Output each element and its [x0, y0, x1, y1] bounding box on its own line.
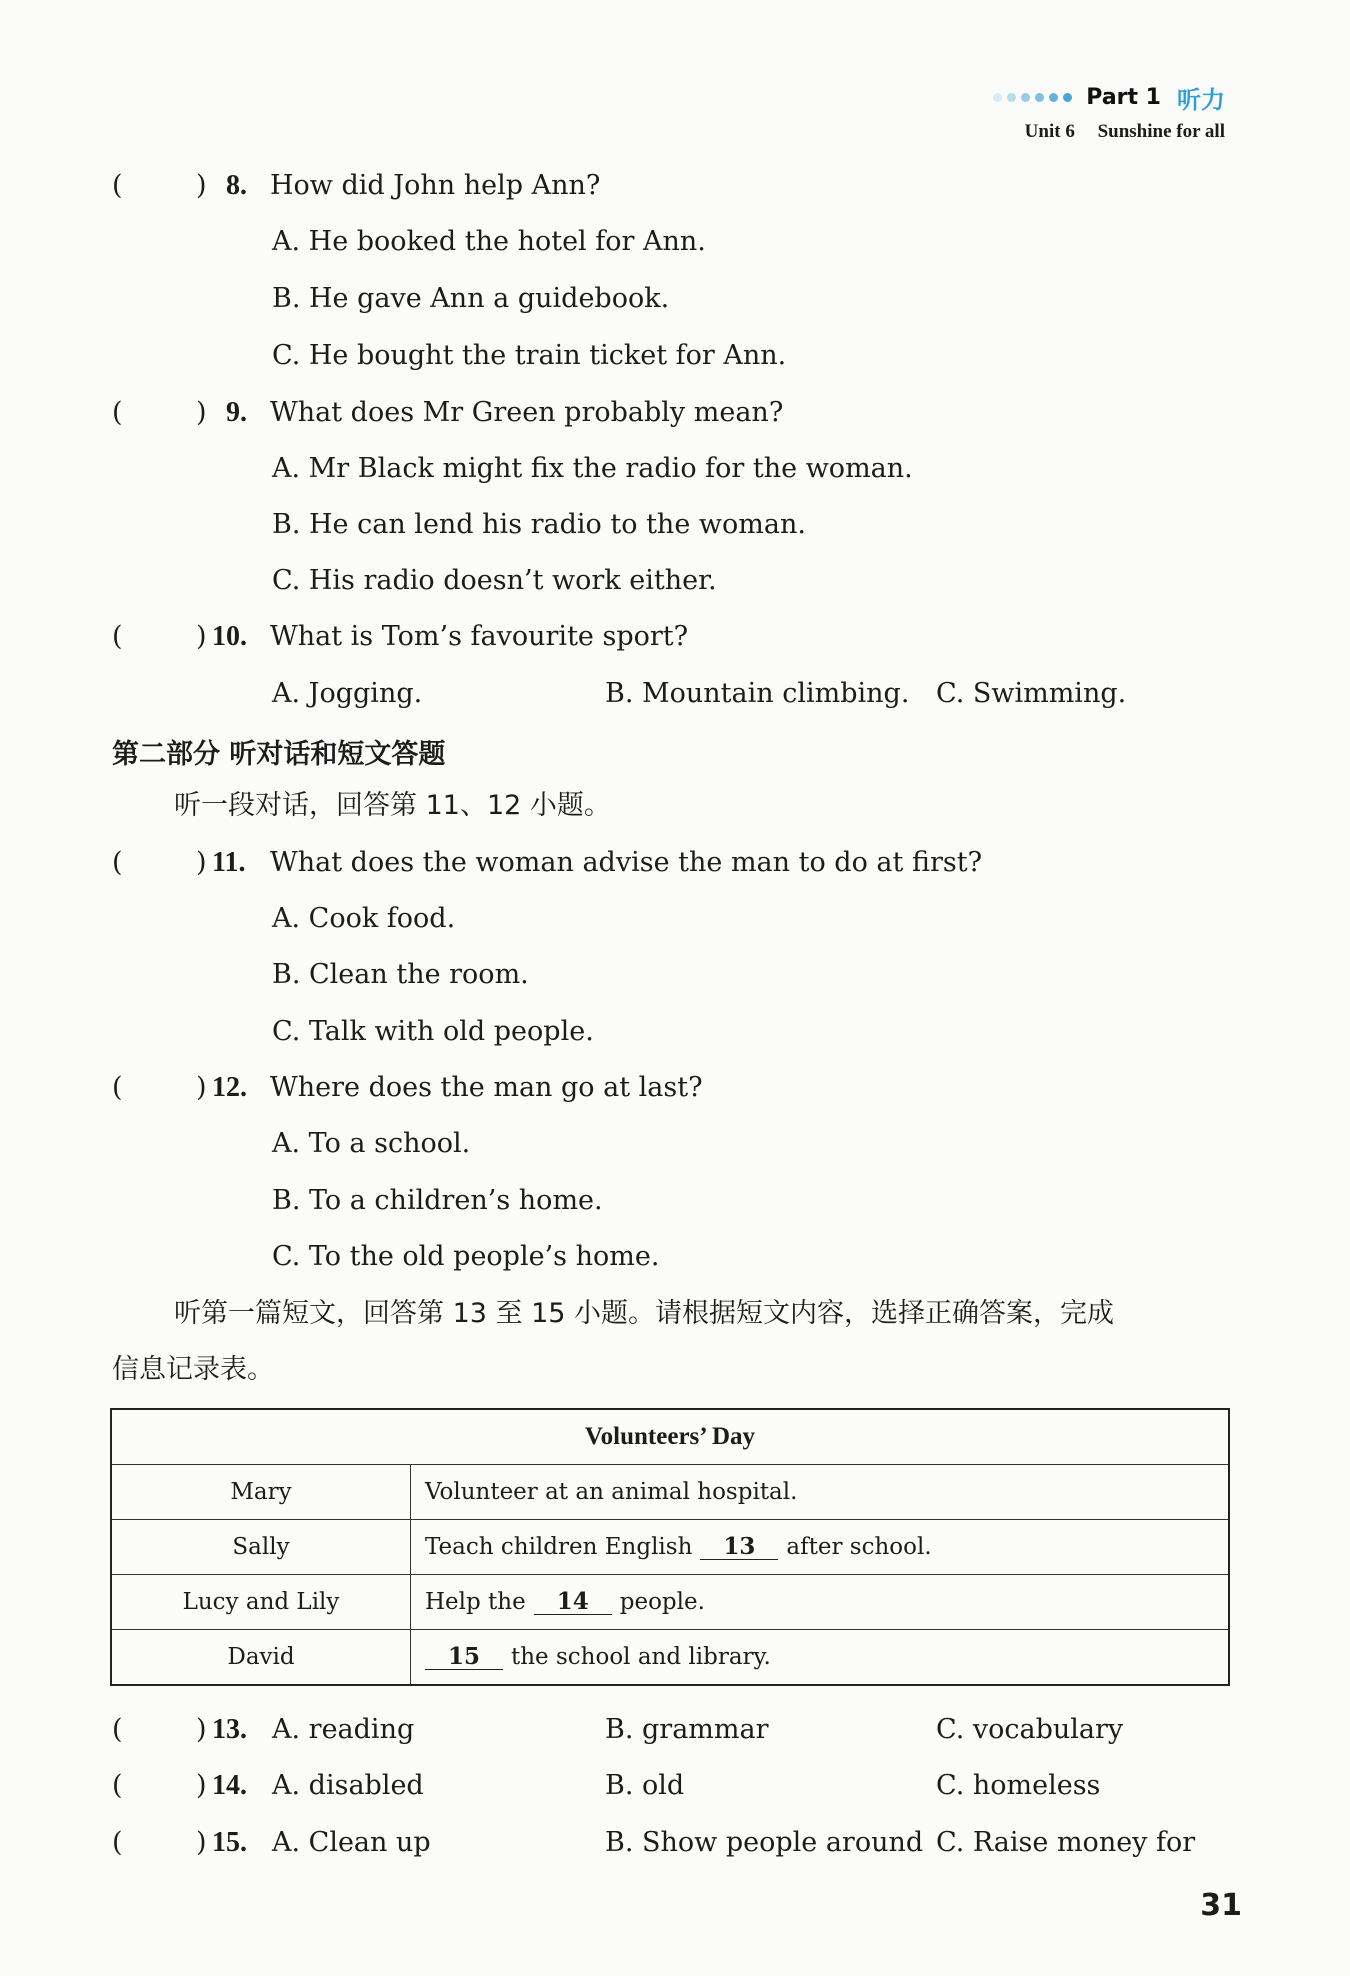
question-number: 15. [212, 1827, 247, 1858]
volunteer-name: Sally [111, 1520, 411, 1575]
answer-paren-close: ) [196, 847, 207, 878]
question-text: What does Mr Green probably mean? [270, 397, 784, 428]
option-10a: A. Jogging. [272, 678, 423, 709]
unit-label: Unit 6 [1024, 121, 1075, 142]
option-14b: B. old [605, 1770, 685, 1801]
instruction-13-15: 听第一篇短文，回答第 13 至 15 小题。请根据短文内容，选择正确答案，完成 [174, 1298, 1115, 1329]
volunteer-activity: Help the 14 people. [411, 1575, 1230, 1630]
question-text: What is Tom’s favourite sport? [270, 621, 689, 652]
answer-paren-open[interactable]: ( [112, 1072, 123, 1103]
option-13b: B. grammar [605, 1714, 769, 1745]
option-8a: A. He booked the hotel for Ann. [272, 226, 706, 257]
question-text: How did John help Ann? [270, 170, 601, 201]
blank-15[interactable]: 15 [425, 1645, 503, 1670]
instruction-13-15-cont: 信息记录表。 [112, 1354, 274, 1385]
question-number: 13. [212, 1714, 247, 1745]
question-number: 12. [212, 1072, 247, 1103]
option-10c: C. Swimming. [936, 678, 1127, 709]
answer-paren-open[interactable]: ( [112, 1714, 123, 1745]
answer-paren-close: ) [196, 1770, 207, 1801]
option-15a: A. Clean up [272, 1827, 431, 1858]
volunteer-name: David [111, 1630, 411, 1686]
answer-paren-close: ) [196, 170, 207, 201]
option-14c: C. homeless [936, 1770, 1101, 1801]
option-13c: C. vocabulary [936, 1714, 1124, 1745]
option-9b: B. He can lend his radio to the woman. [272, 509, 806, 540]
question-number: 11. [212, 847, 246, 878]
volunteer-activity: Volunteer at an animal hospital. [411, 1465, 1230, 1520]
volunteer-activity: Teach children English 13 after school. [411, 1520, 1230, 1575]
part-label: Part 1 [1086, 85, 1161, 110]
option-10b: B. Mountain climbing. [605, 678, 910, 709]
option-12b: B. To a children’s home. [272, 1185, 603, 1216]
table-row [111, 1575, 1229, 1630]
option-9c: C. His radio doesn’t work either. [272, 565, 717, 596]
option-12a: A. To a school. [272, 1128, 471, 1159]
unit-title: Sunshine for all [1097, 121, 1225, 142]
question-number: 8. [226, 170, 247, 201]
option-8b: B. He gave Ann a guidebook. [272, 283, 670, 314]
page-header [993, 80, 1225, 143]
answer-paren-open[interactable]: ( [112, 170, 123, 201]
question-number: 10. [212, 621, 247, 652]
volunteer-activity: 15 the school and library. [411, 1630, 1230, 1686]
volunteer-name: Lucy and Lily [111, 1575, 411, 1630]
option-12c: C. To the old people’s home. [272, 1241, 660, 1272]
answer-paren-close: ) [196, 1714, 207, 1745]
option-11c: C. Talk with old people. [272, 1016, 594, 1047]
question-text: Where does the man go at last? [270, 1072, 703, 1103]
question-number: 9. [226, 397, 247, 428]
instruction-11-12: 听一段对话，回答第 11、12 小题。 [174, 790, 611, 821]
option-8c: C. He bought the train ticket for Ann. [272, 340, 787, 371]
table-row [111, 1465, 1229, 1520]
volunteer-name: Mary [111, 1465, 411, 1520]
decorative-dots-icon [993, 93, 1072, 102]
option-11b: B. Clean the room. [272, 959, 529, 990]
part-chinese-label: 听力 [1177, 86, 1225, 114]
answer-paren-open[interactable]: ( [112, 621, 123, 652]
answer-paren-close: ) [196, 397, 207, 428]
blank-13[interactable]: 13 [700, 1535, 778, 1560]
option-9a: A. Mr Black might fix the radio for the woman. [272, 453, 913, 484]
table-row [111, 1630, 1229, 1686]
page-number: 31 [1200, 1888, 1242, 1923]
question-number: 14. [212, 1770, 247, 1801]
option-13a: A. reading [272, 1714, 415, 1745]
answer-paren-open[interactable]: ( [112, 1770, 123, 1801]
answer-paren-open[interactable]: ( [112, 847, 123, 878]
option-14a: A. disabled [272, 1770, 424, 1801]
answer-paren-close: ) [196, 1072, 207, 1103]
answer-paren-close: ) [196, 621, 207, 652]
option-15b: B. Show people around [605, 1827, 924, 1858]
option-11a: A. Cook food. [272, 903, 456, 934]
table-title: Volunteers’ Day [111, 1409, 1229, 1465]
blank-14[interactable]: 14 [534, 1590, 612, 1615]
table-row [111, 1520, 1229, 1575]
question-text: What does the woman advise the man to do at first? [270, 847, 983, 878]
volunteers-table [110, 1408, 1230, 1686]
answer-paren-open[interactable]: ( [112, 397, 123, 428]
option-15c: C. Raise money for [936, 1827, 1196, 1858]
answer-paren-open[interactable]: ( [112, 1827, 123, 1858]
answer-paren-close: ) [196, 1827, 207, 1858]
section-title: 第二部分 听对话和短文答题 [112, 739, 446, 770]
